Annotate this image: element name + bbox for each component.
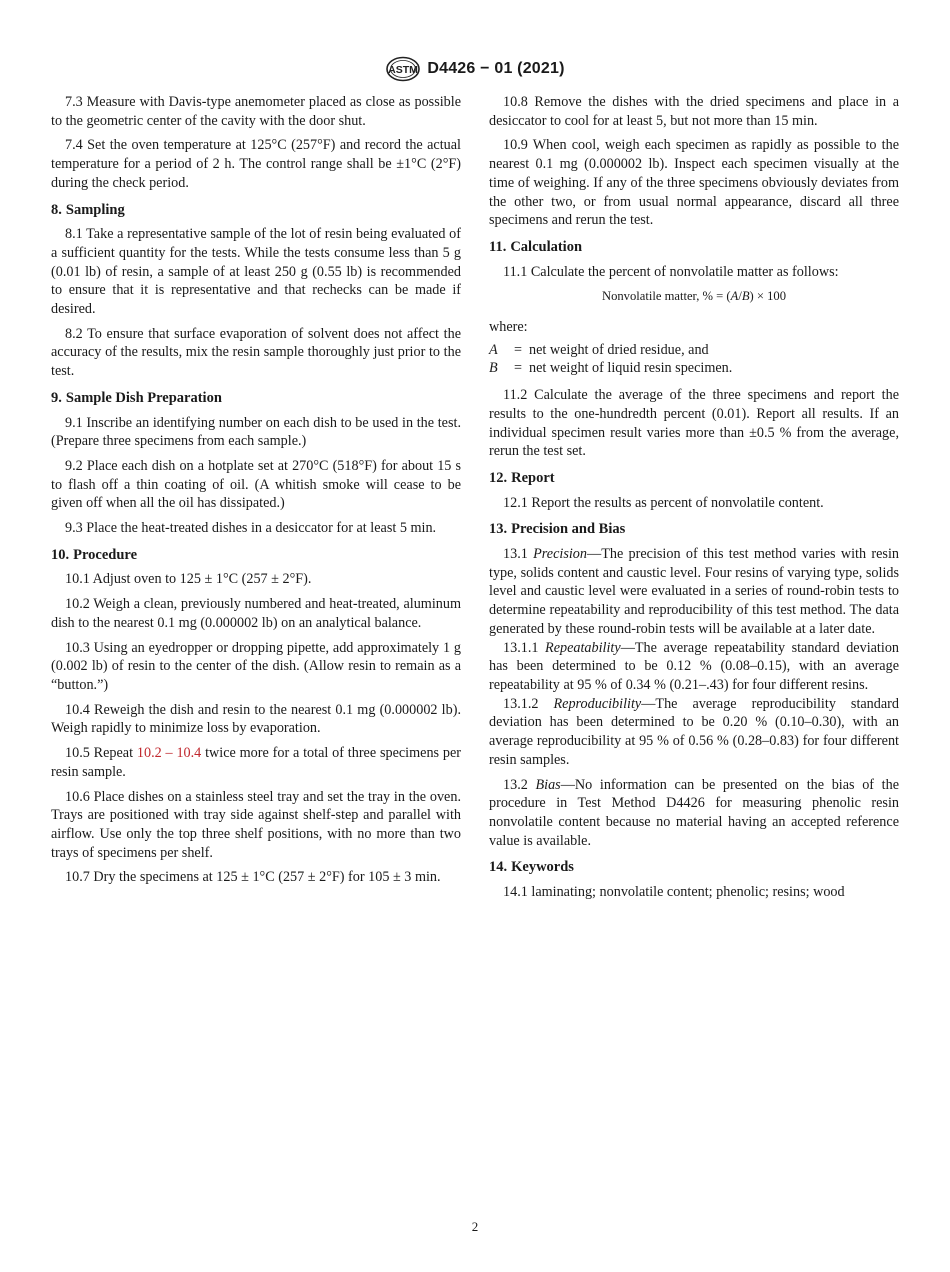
section-title: Keywords [511,859,574,876]
paragraph-10-8: 10.8 Remove the dishes with the dried specimens and place in a desiccator to cool for at least 5, but not more than 15 min. [489,94,899,129]
astm-logo-icon [385,56,421,82]
document-designation: D4426 − 01 (2021) [427,60,565,77]
section-title: Report [511,469,555,486]
paragraph-10-3: 10.3 Using an eyedropper or dropping pipette, add approximately 1 g (0.002 lb) of resin to the center of the dish. (Allow resin to remain as a “button.”) [51,639,461,693]
definition-symbol: A [489,341,498,358]
paragraph-10-2: 10.2 Weigh a clean, previously numbered and heat-treated, aluminum dish to the nearest 0.1 mg (0.000002 lb) on an analytical balance. [51,596,461,631]
formula-slash: / [738,289,742,304]
term-repeatability: Repeatability [545,639,621,656]
paragraph-13-2 [489,776,899,851]
paragraph-number: 13.2 [503,776,536,793]
formula-rhs: ) × 100 [749,289,787,304]
paragraph-9-2: 9.2 Place each dish on a hotplate set at 270°C (518°F) for about 15 s to flash off a thin coating of oil. (A whitish smoke will cease to be given off when all the oil has dissipated.) [51,457,461,512]
astm-logo-lettering [388,64,418,76]
paragraph-number: 13.1.1 [503,639,546,656]
paragraph-text: —The precision of this test method varies with resin type, solids content and caustic level. Four resins of varying type, solids level and caustic level were evaluated in a series of round-robin tests to determine repeatability and reproducibility of this test method. The data generated by these round-robin tests will be available at a later date. [489,546,899,637]
paragraph-14-1: 14.1 laminating; nonvolatile content; phenolic; resins; wood [503,884,845,901]
section-title: Procedure [73,546,138,563]
section-heading-12 [489,469,899,488]
definition-row [489,359,899,378]
paragraph-10-9: 10.9 When cool, weigh each specimen as rapidly as possible to the nearest 0.1 mg (0.000002 lb). Inspect each specimen visually at the time of weighing. If any of the three specimens obviously deviates from the other two, or from usual normal appearance, discard all three specimens and rerun the test. [489,137,899,229]
section-number: 8. [51,201,62,218]
paragraph-number: 13.1.2 [503,695,554,712]
paragraph-text: twice more for a total of three specimens per resin sample. [51,745,462,780]
paragraph-8-1: 8.1 Take a representative sample of the lot of resin being evaluated of a sufficient quantity for the tests. While the tests consume less than 5 g (0.01 lb) of resin, a sample of at least 250 g (0.55 lb) is recommended to ensure that it is representative and that rechecks can be made if desired. [51,226,461,318]
paragraph-10-4: 10.4 Reweigh the dish and resin to the nearest 0.1 mg (0.000002 lb). Weigh rapidly to minimize loss by evaporation. [51,701,461,737]
section-number: 14. [489,859,508,876]
paragraph-10-1: 10.1 Adjust oven to 125 ± 1°C (257 ± 2°F). [65,571,312,588]
paragraph-13-1-2 [489,695,899,770]
cross-reference-link[interactable]: 10.2 – 10.4 [136,745,202,762]
paragraph-7-3: 7.3 Measure with Davis-type anemometer placed as close as possible to the geometric center of the cavity with the door shut. [51,94,461,129]
paragraph-11-2: 11.2 Calculate the average of the three specimens and report the results to the one-hundredth percent (0.01). Report all results. If an individual specimen result varies more than ±0.5 % from the average, rerun the test set. [489,387,899,460]
variable-definitions [489,341,899,378]
paragraph-13-1-1 [489,639,899,695]
paragraph-7-4: 7.4 Set the oven temperature at 125°C (257°F) and record the actual temperature for a period of 2 h. The control range shall be ±1°C (2°F) during the check period. [51,137,461,191]
paragraph-8-2: 8.2 To ensure that surface evaporation of solvent does not affect the accuracy of the results, mix the resin sample thoroughly just prior to the test. [51,325,461,380]
page-number: 2 [471,1219,479,1234]
definition-text: net weight of dried residue, and [529,341,709,358]
section-heading-13 [489,520,899,539]
term-precision: Precision [533,546,587,563]
paragraph-9-3: 9.3 Place the heat-treated dishes in a desiccator for at least 5 min. [65,520,437,537]
right-column [489,93,899,908]
svg-text:ASTM: ASTM [388,64,419,76]
where-label: where: [489,319,528,336]
section-number: 12. [489,469,508,486]
paragraph-10-7: 10.7 Dry the specimens at 125 ± 1°C (257 ± 2°F) for 105 ± 3 min. [65,869,441,886]
section-heading-9 [51,389,461,408]
section-heading-8 [51,201,461,220]
section-title: Calculation [510,238,583,255]
paragraph-number: 13.1 [503,546,534,563]
term-reproducibility: Reproducibility [553,695,642,712]
paragraph-12-1: 12.1 Report the results as percent of nonvolatile content. [503,494,824,511]
formula-lhs: Nonvolatile matter, % = ( [601,289,731,304]
paragraph-13-1 [489,545,899,639]
paragraph-10-5 [51,744,461,781]
section-number: 11. [489,238,507,255]
paragraph-text: —The average repeatability standard deviation has been determined to be 0.12 % (0.08–0.15), with an average repeatability at 95 % of 0.34 % (0.21–.43) for four different resins. [489,639,900,693]
term-bias: Bias [535,776,561,793]
formula-var-a: A [730,289,739,304]
formula-var-b: B [741,289,750,304]
section-heading-11 [489,238,899,257]
paragraph-10-6: 10.6 Place dishes on a stainless steel tray and set the tray in the oven. Trays are positioned with tray side against shelf-step and parallel with airflow. Use only the top three shelf positions, with no more than two trays of specimens per shelf. [51,788,461,861]
section-number: 13. [489,521,508,538]
section-number: 10. [51,546,70,563]
nonvolatile-formula [489,287,899,306]
paragraph-text: —No information can be presented on the bias of the procedure in Test Method D4426 for measuring phenolic resin nonvolatile content because no material having an accepted reference value is available. [489,776,899,849]
section-heading-14 [489,858,899,877]
section-number: 9. [51,389,62,406]
paragraph-9-1: 9.1 Inscribe an identifying number on each dish to be used in the test. (Prepare three specimens from each sample.) [51,414,461,450]
paragraph-text: —The average reproducibility standard deviation has been determined to be 0.20 % (0.10–0.30), with an average reproducibility at 95 % of 0.56 % (0.28–0.83) for four different resin samples. [489,695,899,768]
definition-symbol: B [489,360,498,377]
section-title: Sample Dish Preparation [65,389,222,406]
section-title: Sampling [65,201,125,218]
definition-equals: = [513,341,522,358]
definition-text: net weight of liquid resin specimen. [529,360,733,377]
left-column [51,93,461,893]
section-title: Precision and Bias [511,521,626,538]
paragraph-11-1: 11.1 Calculate the percent of nonvolatile matter as follows: [503,263,839,280]
section-heading-10 [51,546,461,565]
page-header [0,56,950,82]
definition-row [489,341,899,360]
definition-equals: = [513,360,522,377]
paragraph-text: 10.5 Repeat [65,745,137,762]
